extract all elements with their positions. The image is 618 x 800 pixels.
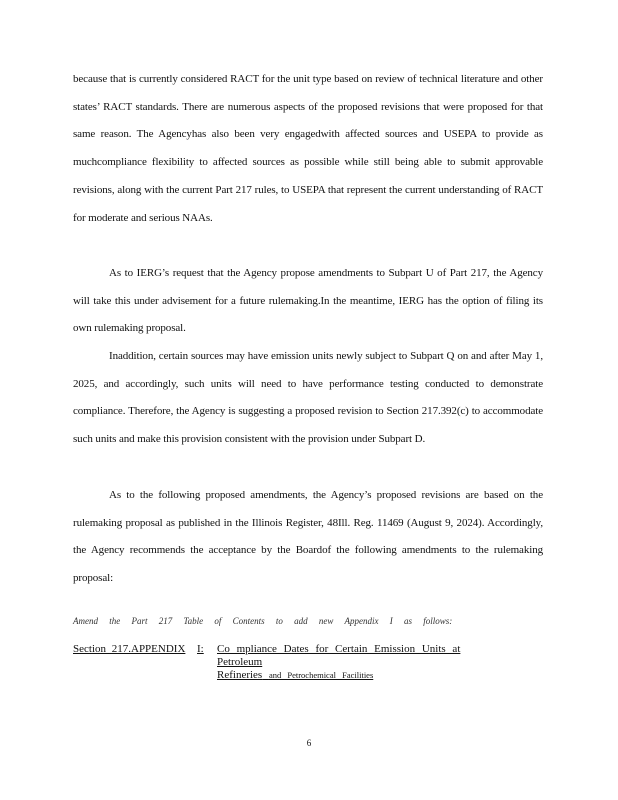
amendment-instruction: Amend the Part 217 Table of Contents to add new Appendix I as follows: <box>73 616 453 626</box>
section-number: I: <box>197 643 204 655</box>
paragraph-ract-continuation: because that is currently considered RACT for the unit type based on review of technical literature and other states’ RACT standards. There are numerous aspects of the proposed revisions that were proposed for that same reason. The Agencyhas also been very engagedwith affected sources and USEPA to provide as muchcompliance flexibility to affected sources as possible while still being able to submit approvable revisions, along with the current Part 217 rules, to USEPA that represent the current understanding of RACT for moderate and serious NAAs. <box>73 73 543 224</box>
paragraph-subpart-q: Inaddition, certain sources may have emission units newly subject to Subpart Q on and after May 1, 2025, and accordingly, such units will need to have performance testing conducted to demonstrate compliance. Therefore, the Agency is suggesting a proposed revision to Section 217.392(c) to accommodate such units and make this provision consistent with the provision under Subpart D. <box>73 350 543 446</box>
section-title-line2 <box>217 669 507 682</box>
page-number: 6 <box>306 738 312 748</box>
section-title-facilities: and Petrochemical Facilities <box>268 670 374 680</box>
paragraph-proposed-amendments: As to the following proposed amendments, the Agency’s proposed revisions are based on the rulemaking proposal as published in the Illinois Register, 48Ill. Reg. 11469 (August 9, 2024). Accordingly, the Agency recommends the acceptance by the Boardof the following amendments to the rulemaking proposal: <box>73 489 543 585</box>
section-title-line1: Co mpliance Dates for Certain Emission Units at Petroleum <box>217 643 461 668</box>
section-title <box>217 643 507 682</box>
section-title-refineries: Refineries <box>217 669 263 681</box>
section-label: Section 217.APPENDIX <box>73 643 186 655</box>
paragraph-ierg-request: As to IERG’s request that the Agency propose amendments to Subpart U of Part 217, the Agency will take this under advisement for a future rulemaking.In the meantime, IERG has the option of filing its own rulemaking proposal. <box>73 267 543 335</box>
